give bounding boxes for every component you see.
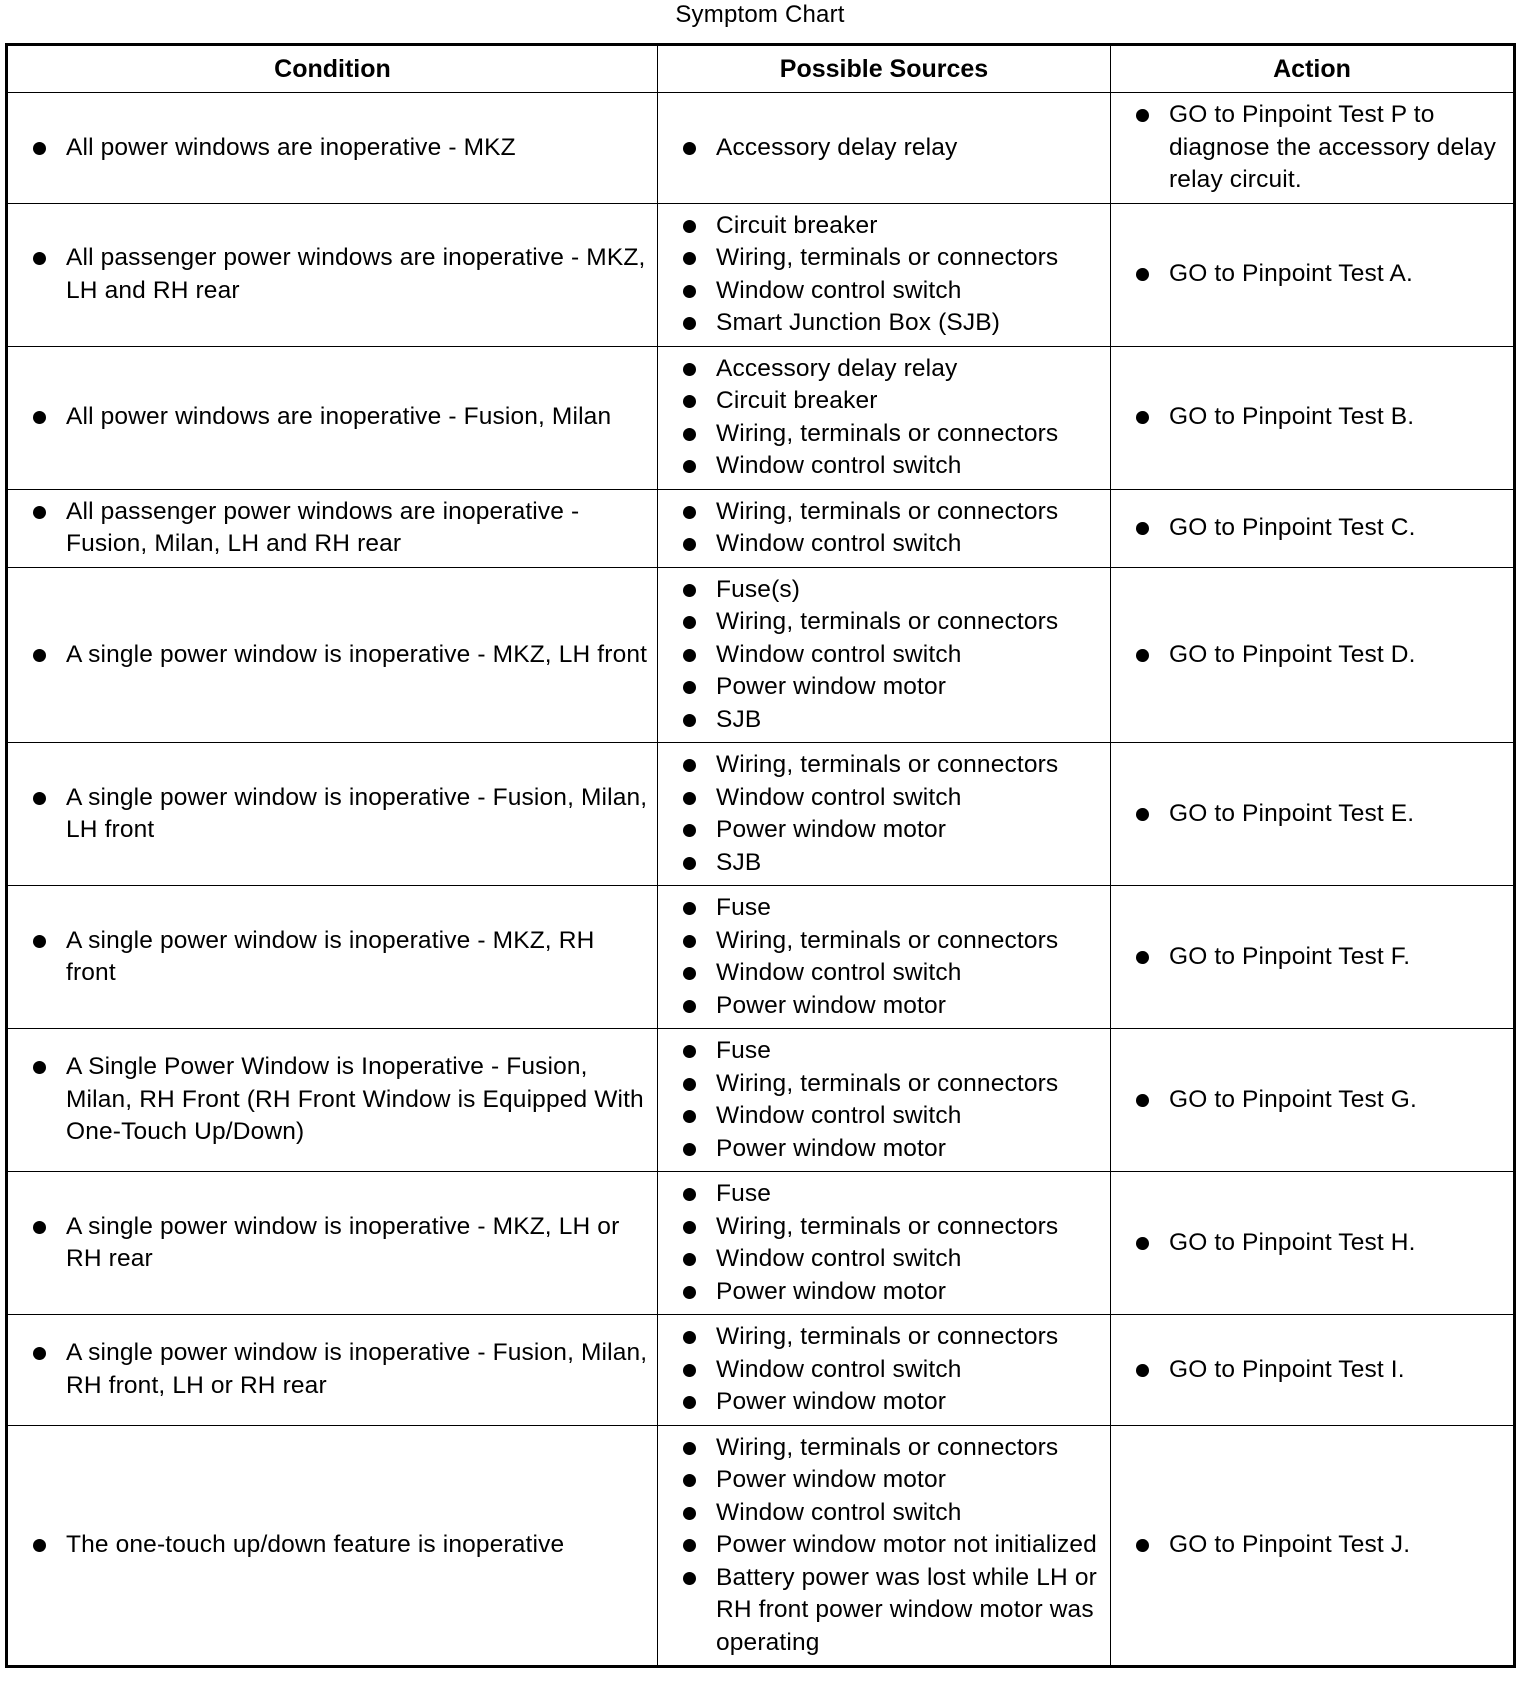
bullet-list — [1111, 941, 1505, 974]
condition-cell — [7, 1172, 658, 1315]
action-cell — [1111, 567, 1515, 743]
bullet-list — [1111, 401, 1505, 434]
list-item: All passenger power windows are inoperative - MKZ, LH and RH rear — [8, 242, 649, 307]
list-item: Wiring, terminals or connectors — [658, 606, 1102, 639]
chart-title: Symptom Chart — [675, 1, 845, 28]
condition-header: Condition — [7, 45, 658, 93]
list-item: Smart Junction Box (SJB) — [658, 307, 1102, 340]
bullet-list — [8, 1529, 649, 1562]
list-item: GO to Pinpoint Test H. — [1111, 1227, 1505, 1260]
list-item: Wiring, terminals or connectors — [658, 496, 1102, 529]
list-item: A single power window is inoperative - MKZ, RH front — [8, 925, 649, 990]
list-item: Power window motor — [658, 1386, 1102, 1419]
list-item: Power window motor — [658, 1276, 1102, 1309]
list-item: Wiring, terminals or connectors — [658, 749, 1102, 782]
list-item: GO to Pinpoint Test E. — [1111, 798, 1505, 831]
table-row — [7, 1172, 1515, 1315]
bullet-list — [658, 132, 1102, 165]
list-item: A single power window is inoperative - MKZ, LH or RH rear — [8, 1211, 649, 1276]
table-row — [7, 567, 1515, 743]
bullet-list — [8, 496, 649, 561]
list-item: Window control switch — [658, 1243, 1102, 1276]
list-item: A single power window is inoperative - Fusion, Milan, LH front — [8, 782, 649, 847]
action-cell — [1111, 886, 1515, 1029]
list-item: GO to Pinpoint Test I. — [1111, 1354, 1505, 1387]
list-item: All power windows are inoperative - Fusion, Milan — [8, 401, 649, 434]
bullet-list — [8, 401, 649, 434]
bullet-list — [1111, 512, 1505, 545]
list-item: A Single Power Window is Inoperative - Fusion, Milan, RH Front (RH Front Window is Equipped With One-Touch Up/Down) — [8, 1051, 649, 1149]
possible-sources-cell — [658, 489, 1111, 567]
list-item: GO to Pinpoint Test C. — [1111, 512, 1505, 545]
possible-sources-cell — [658, 93, 1111, 204]
list-item: Window control switch — [658, 450, 1102, 483]
bullet-list — [8, 242, 649, 307]
condition-cell — [7, 489, 658, 567]
bullet-list — [8, 639, 649, 672]
header-row — [7, 45, 1515, 93]
list-item: Wiring, terminals or connectors — [658, 1068, 1102, 1101]
bullet-list — [1111, 639, 1505, 672]
possible-sources-header: Possible Sources — [658, 45, 1111, 93]
bullet-list — [658, 496, 1102, 561]
list-item: GO to Pinpoint Test G. — [1111, 1084, 1505, 1117]
bullet-list — [8, 1337, 649, 1402]
list-item: Battery power was lost while LH or RH front power window motor was operating — [658, 1562, 1102, 1660]
list-item: Fuse — [658, 1178, 1102, 1211]
bullet-list — [658, 749, 1102, 879]
bullet-list — [658, 210, 1102, 340]
bullet-list — [658, 892, 1102, 1022]
list-item: SJB — [658, 704, 1102, 737]
bullet-list — [1111, 1227, 1505, 1260]
table-row — [7, 346, 1515, 489]
list-item: Window control switch — [658, 1497, 1102, 1530]
condition-cell — [7, 346, 658, 489]
action-cell — [1111, 346, 1515, 489]
condition-cell — [7, 203, 658, 346]
list-item: Wiring, terminals or connectors — [658, 1211, 1102, 1244]
list-item: GO to Pinpoint Test D. — [1111, 639, 1505, 672]
list-item: Wiring, terminals or connectors — [658, 418, 1102, 451]
condition-cell — [7, 93, 658, 204]
table-row — [7, 489, 1515, 567]
possible-sources-cell — [658, 203, 1111, 346]
list-item: Circuit breaker — [658, 385, 1102, 418]
list-item: Power window motor — [658, 1133, 1102, 1166]
table-row — [7, 1425, 1515, 1667]
list-item: Wiring, terminals or connectors — [658, 925, 1102, 958]
action-cell — [1111, 1172, 1515, 1315]
bullet-list — [658, 1432, 1102, 1660]
bullet-list — [658, 1035, 1102, 1165]
table-row — [7, 203, 1515, 346]
condition-cell — [7, 886, 658, 1029]
condition-cell — [7, 1425, 658, 1667]
list-item: Fuse — [658, 1035, 1102, 1068]
bullet-list — [8, 925, 649, 990]
table-row — [7, 886, 1515, 1029]
bullet-list — [8, 1051, 649, 1149]
list-item: Accessory delay relay — [658, 353, 1102, 386]
list-item: Power window motor — [658, 814, 1102, 847]
possible-sources-cell — [658, 1315, 1111, 1426]
list-item: All passenger power windows are inoperative - Fusion, Milan, LH and RH rear — [8, 496, 649, 561]
bullet-list — [1111, 1529, 1505, 1562]
action-cell — [1111, 93, 1515, 204]
bullet-list — [8, 1211, 649, 1276]
bullet-list — [658, 574, 1102, 737]
action-cell — [1111, 1315, 1515, 1426]
list-item: Window control switch — [658, 957, 1102, 990]
bullet-list — [8, 782, 649, 847]
list-item: Window control switch — [658, 1100, 1102, 1133]
action-cell — [1111, 743, 1515, 886]
possible-sources-cell — [658, 1425, 1111, 1667]
possible-sources-cell — [658, 743, 1111, 886]
list-item: The one-touch up/down feature is inoperative — [8, 1529, 649, 1562]
condition-cell — [7, 743, 658, 886]
list-item: GO to Pinpoint Test F. — [1111, 941, 1505, 974]
condition-cell — [7, 567, 658, 743]
list-item: Power window motor — [658, 990, 1102, 1023]
bullet-list — [1111, 1084, 1505, 1117]
possible-sources-cell — [658, 346, 1111, 489]
bullet-list — [1111, 1354, 1505, 1387]
list-item: A single power window is inoperative - MKZ, LH front — [8, 639, 649, 672]
list-item: Accessory delay relay — [658, 132, 1102, 165]
bullet-list — [658, 1321, 1102, 1419]
condition-cell — [7, 1029, 658, 1172]
possible-sources-cell — [658, 886, 1111, 1029]
list-item: Wiring, terminals or connectors — [658, 1432, 1102, 1465]
list-item: GO to Pinpoint Test P to diagnose the accessory delay relay circuit. — [1111, 99, 1505, 197]
list-item: Fuse — [658, 892, 1102, 925]
list-item: Window control switch — [658, 1354, 1102, 1387]
action-cell — [1111, 489, 1515, 567]
list-item: GO to Pinpoint Test J. — [1111, 1529, 1505, 1562]
possible-sources-cell — [658, 1029, 1111, 1172]
bullet-list — [1111, 99, 1505, 197]
condition-cell — [7, 1315, 658, 1426]
list-item: SJB — [658, 847, 1102, 880]
table-body — [7, 93, 1515, 1667]
list-item: Power window motor not initialized — [658, 1529, 1102, 1562]
action-cell — [1111, 1029, 1515, 1172]
action-cell — [1111, 1425, 1515, 1667]
bullet-list — [8, 132, 649, 165]
list-item: Window control switch — [658, 782, 1102, 815]
bullet-list — [658, 1178, 1102, 1308]
list-item: All power windows are inoperative - MKZ — [8, 132, 649, 165]
possible-sources-cell — [658, 1172, 1111, 1315]
list-item: Window control switch — [658, 275, 1102, 308]
list-item: GO to Pinpoint Test B. — [1111, 401, 1505, 434]
table-row — [7, 1315, 1515, 1426]
list-item: Power window motor — [658, 1464, 1102, 1497]
bullet-list — [658, 353, 1102, 483]
action-cell — [1111, 203, 1515, 346]
action-header: Action — [1111, 45, 1515, 93]
table-row — [7, 1029, 1515, 1172]
list-item: Window control switch — [658, 639, 1102, 672]
list-item: Wiring, terminals or connectors — [658, 242, 1102, 275]
list-item: Fuse(s) — [658, 574, 1102, 607]
bullet-list — [1111, 798, 1505, 831]
list-item: Window control switch — [658, 528, 1102, 561]
possible-sources-cell — [658, 567, 1111, 743]
list-item: GO to Pinpoint Test A. — [1111, 258, 1505, 291]
table-row — [7, 93, 1515, 204]
symptom-table — [5, 43, 1516, 1668]
table-row — [7, 743, 1515, 886]
list-item: Circuit breaker — [658, 210, 1102, 243]
bullet-list — [1111, 258, 1505, 291]
list-item: A single power window is inoperative - Fusion, Milan, RH front, LH or RH rear — [8, 1337, 649, 1402]
list-item: Power window motor — [658, 671, 1102, 704]
list-item: Wiring, terminals or connectors — [658, 1321, 1102, 1354]
